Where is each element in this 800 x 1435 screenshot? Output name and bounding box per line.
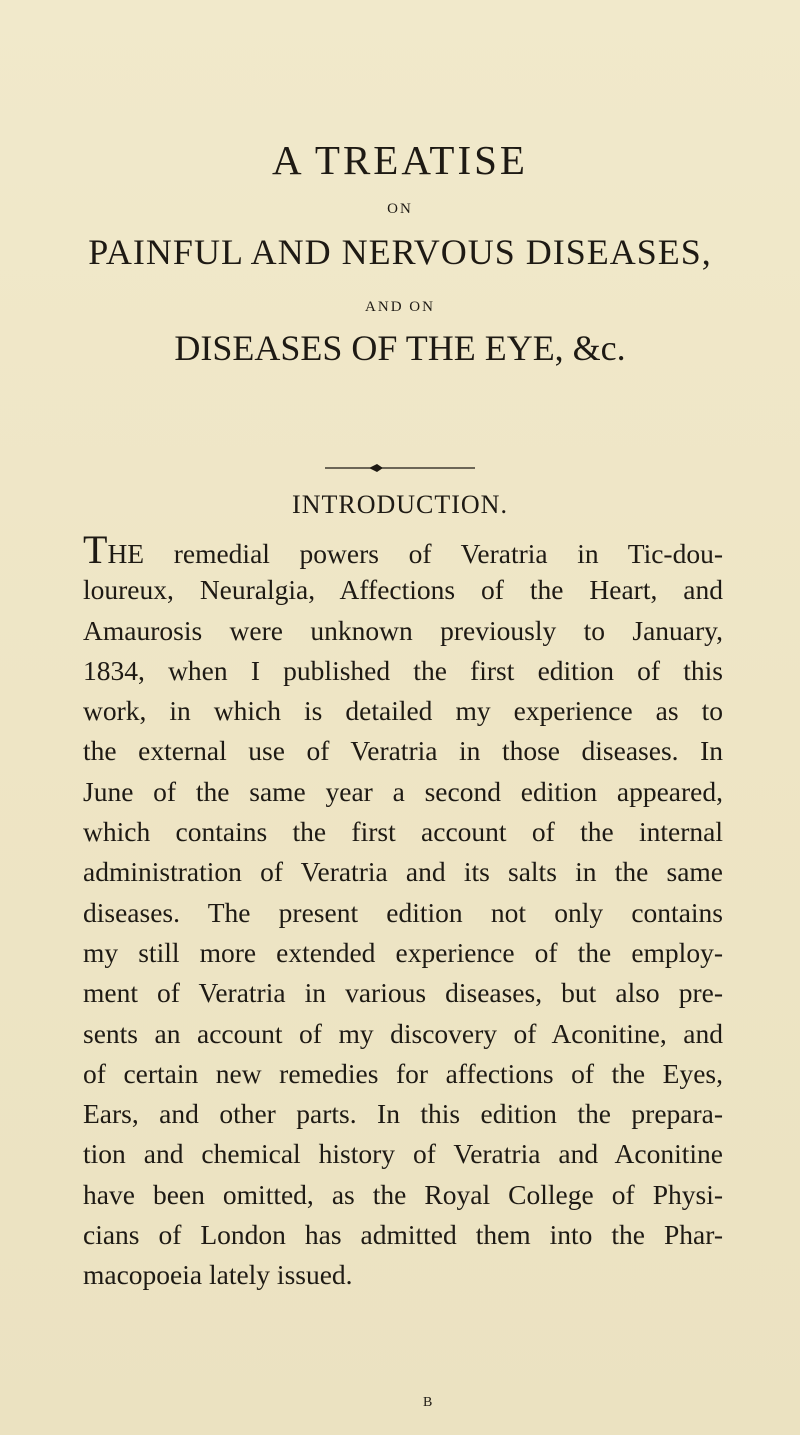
subtitle-painful-nervous: PAINFUL AND NERVOUS DISEASES, [88,232,712,272]
section-heading: INTRODUCTION. [292,490,508,519]
paragraph-line: administration of Veratria and its salts in the same [83,856,723,888]
signature-mark: B [423,1395,433,1410]
subtitle-connector-on: ON [387,201,413,217]
paragraph-line: of certain new remedies for affections of the Eyes, [83,1057,723,1089]
paragraph-line: work, in which is detailed my experience as to [83,695,723,727]
paragraph-line: Ears, and other parts. In this edition the prepara- [83,1098,723,1130]
paragraph-line: cians of London has admitted them into the Phar- [83,1219,723,1251]
subtitle-connector-and-on: AND ON [365,299,435,315]
paragraph-line: diseases. The present edition not only contains [83,896,723,928]
paragraph-line: my still more extended experience of the employ- [83,936,723,968]
paragraph-line: June of the same year a second edition appeared, [83,775,723,807]
ornamental-divider-icon [325,462,475,474]
subtitle-diseases-eye: DISEASES OF THE EYE, &c. [174,328,626,368]
paragraph-line: 1834, when I published the first edition of this [83,654,723,686]
drop-cap: T [83,527,108,572]
paragraph-line: sents an account of my discovery of Aconitine, and [83,1017,723,1049]
paragraph-line [83,527,723,572]
line-text: HE remedial powers of Veratria in Tic-dou- [107,538,723,569]
paragraph-line: the external use of Veratria in those diseases. In [83,735,723,767]
paragraph-line: loureux, Neuralgia, Affections of the Heart, and [83,574,723,606]
paragraph-line: tion and chemical history of Veratria and Aconitine [83,1138,723,1170]
title: A TREATISE [272,137,528,183]
paragraph-line: macopoeia lately issued. [83,1259,353,1291]
paragraph-line: Amaurosis were unknown previously to January, [83,614,723,646]
introduction-paragraph [83,527,723,1296]
paragraph-line: ment of Veratria in various diseases, but also pre- [83,977,723,1009]
paragraph-line: which contains the first account of the internal [83,816,723,848]
paragraph-line: have been omitted, as the Royal College of Physi- [83,1178,723,1210]
